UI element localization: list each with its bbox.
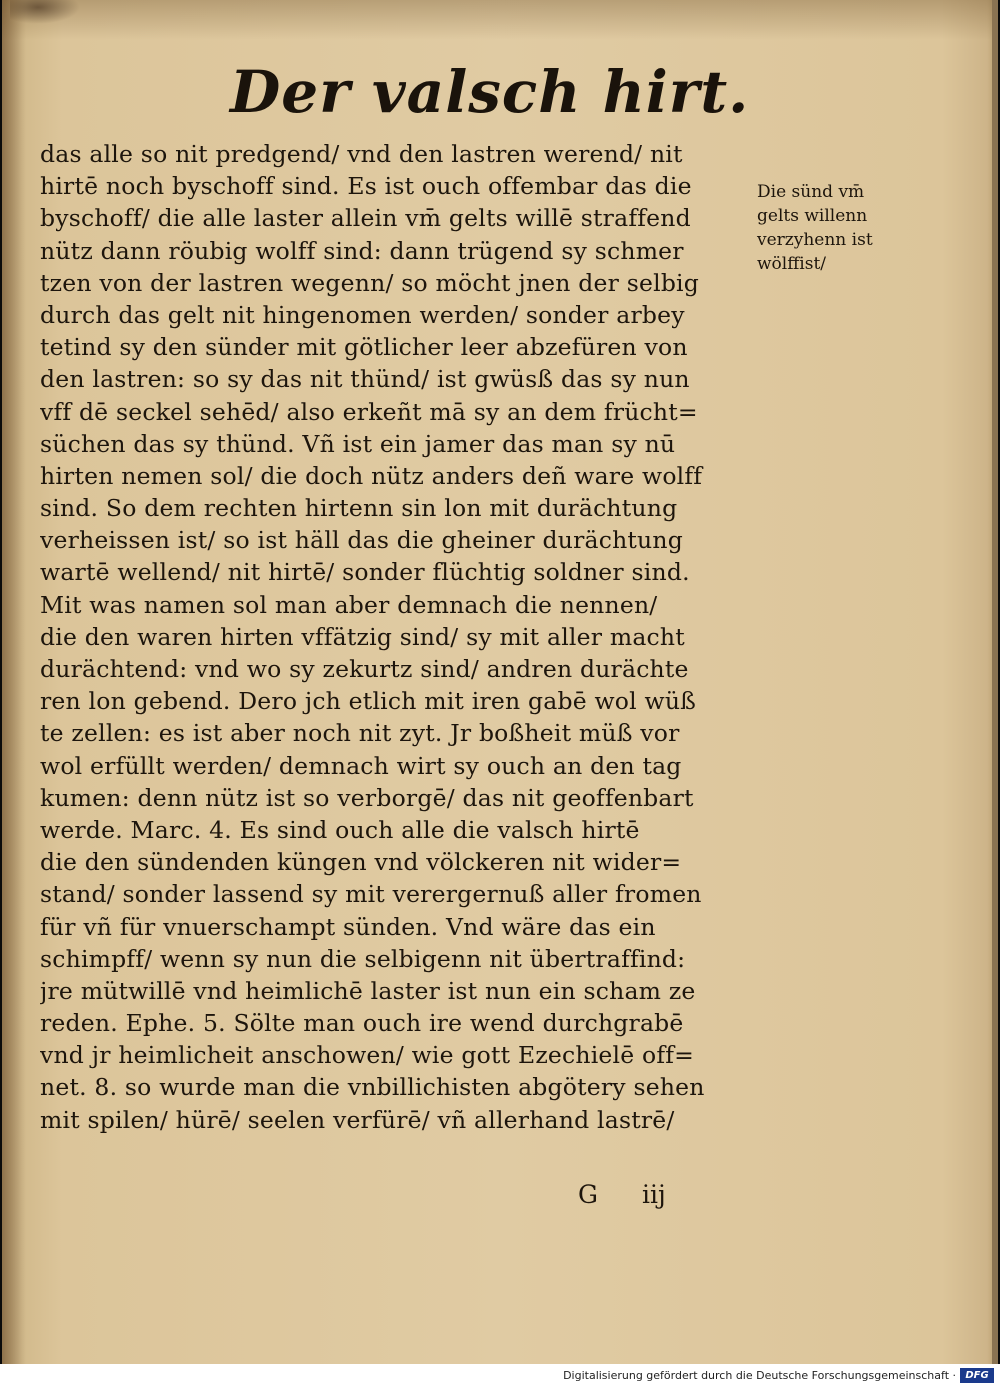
page-number: iij xyxy=(641,1180,666,1209)
text-line: te zellen: es ist aber noch nit zyt. Jr boßheit müß vor xyxy=(40,719,680,748)
signature-letter: G xyxy=(578,1180,598,1209)
text-line: den lastren: so sy das nit thünd/ ist gwüsß das sy nun xyxy=(40,365,690,394)
text-line: tetind sy den sünder mit götlicher leer abzefüren von xyxy=(40,333,688,362)
digitization-footer xyxy=(0,1364,1000,1388)
text-line: stand/ sonder lassend sy mit verergernuß aller fromen xyxy=(40,880,702,909)
text-line: kumen: denn nütz ist so verborgē/ das nit geoffenbart xyxy=(40,783,694,812)
page-gutter-shadow xyxy=(2,0,26,1364)
text-line: für vñ für vnuerschampt sünden. Vnd wäre das ein xyxy=(40,912,656,941)
text-line: wartē wellend/ nit hirtē/ sonder flüchtig soldner sind. xyxy=(40,558,690,587)
text-line: das alle so nit predgend/ vnd den lastren werend/ nit xyxy=(40,140,683,168)
text-line: vnd jr heimlicheit anschowen/ wie gott Ezechielē off= xyxy=(40,1041,695,1070)
text-line: werde. Marc. 4. Es sind ouch alle die valsch hirtē xyxy=(40,815,640,844)
text-line: die den waren hirten vffätzig sind/ sy mit aller macht xyxy=(40,622,685,651)
text-line: wol erfüllt werden/ demnach wirt sy ouch an den tag xyxy=(40,751,682,780)
text-line: ren lon gebend. Dero jch etlich mit iren gabē wol wüß xyxy=(40,687,697,716)
text-line: jre mütwillē vnd heimlichē laster ist nun ein scham ze xyxy=(40,976,696,1005)
text-line: verheissen ist/ so ist häll das die gheiner durächtung xyxy=(40,526,683,555)
text-line: die den sündenden küngen vnd völckeren nit wider= xyxy=(40,848,682,877)
text-line: Mit was namen sol man aber demnach die nennen/ xyxy=(40,590,658,619)
page-top-stain xyxy=(2,0,998,40)
text-line: nütz dann röubig wolff sind: dann trügend sy schmer xyxy=(40,236,684,265)
text-line: tzen von der lastren wegenn/ so möcht jnen der selbig xyxy=(40,268,700,297)
book-page xyxy=(2,0,998,1364)
page-heading: Der valsch hirt. xyxy=(230,58,750,126)
signature-mark xyxy=(578,1180,666,1209)
dfg-logo: DFG xyxy=(960,1368,994,1383)
text-line: vff dē seckel sehēd/ also erkeñt mā sy an dem frücht= xyxy=(40,397,698,426)
marginal-note xyxy=(757,180,907,276)
marginal-note-line: wölffist/ xyxy=(757,254,827,274)
text-line: mit spilen/ hürē/ seelen verfürē/ vñ allerhand lastrē/ xyxy=(40,1105,675,1134)
text-line: net. 8. so wurde man die vnbillichisten abgötery sehen xyxy=(40,1073,705,1102)
text-line: durch das gelt nit hingenomen werden/ sonder arbey xyxy=(40,300,685,329)
body-text xyxy=(40,138,750,1136)
marginal-note-line: verzyhenn ist xyxy=(757,230,873,250)
text-line: reden. Ephe. 5. Sölte man ouch ire wend durchgrabē xyxy=(40,1009,684,1038)
text-line: durächtend: vnd wo sy zekurtz sind/ andren durächte xyxy=(40,655,689,683)
text-line: byschoff/ die alle laster allein vm̄ gelts willē straffend xyxy=(40,204,691,233)
page-edge xyxy=(992,0,998,1364)
ink-blot xyxy=(10,0,80,24)
text-line: hirten nemen sol/ die doch nütz anders deñ ware wolff xyxy=(40,461,703,490)
marginal-note-line: gelts willenn xyxy=(757,206,868,226)
text-line: schimpff/ wenn sy nun die selbigenn nit übertraffind: xyxy=(40,944,686,973)
text-line: sind. So dem rechten hirtenn sin lon mit durächtung xyxy=(40,494,678,523)
marginal-note-line: Die sünd vm̄ xyxy=(757,182,865,202)
footer-credit: Digitalisierung gefördert durch die Deutsche Forschungsgemeinschaft · xyxy=(563,1369,956,1382)
text-line: süchen das sy thünd. Vñ ist ein jamer das man sy nū xyxy=(40,429,676,458)
text-line: hirtē noch byschoff sind. Es ist ouch offembar das die xyxy=(40,172,692,201)
